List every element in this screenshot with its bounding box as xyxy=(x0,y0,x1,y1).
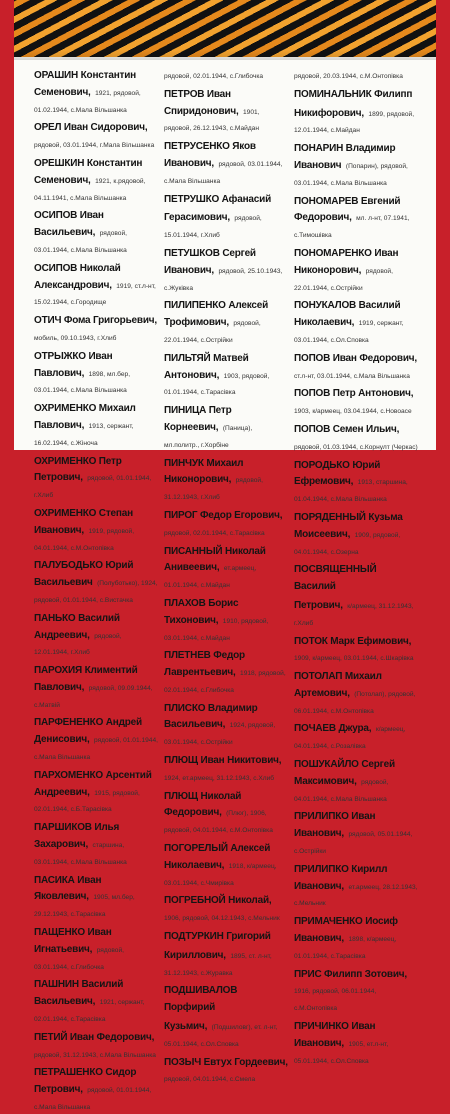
person-name: ПОПОВ Петр Антонович, xyxy=(294,388,414,400)
person-info: 1913, старшина, 01.04.1944, с.Мала Вільшанка xyxy=(294,479,408,504)
list-item xyxy=(294,456,418,506)
person-info: 1901, рядовой, 26.12.1943, с.Майдан xyxy=(164,108,260,133)
person-name: ПЛЕТНЕВ Федор Лаврентьевич, xyxy=(164,650,245,679)
person-name: ПЛЮЩ Николай Федорович, xyxy=(164,790,242,819)
person-info: рядовой, 01.01.1944, с.Мала Вільшанка xyxy=(34,737,158,762)
person-info: 1903, к/армеец, 03.04.1944, с.Новоасе xyxy=(294,408,412,416)
list-item xyxy=(164,946,288,980)
person-name: ПОРОДЬКО Юрий Ефремович, xyxy=(294,459,381,488)
person-name: ПАНЬКО Василий Андреевич, xyxy=(34,612,120,641)
list-item xyxy=(294,85,418,102)
person-info: 1898, к/армеец, 01.01.1944, с.Тарасівка xyxy=(294,936,397,960)
list-item xyxy=(164,244,288,294)
person-name: ПОДТУРКИН Григорий xyxy=(164,931,271,943)
person-info: рядовой, 04.01.1944, с.Мала Вільшанка xyxy=(294,778,389,803)
list-item xyxy=(34,1028,158,1062)
list-item xyxy=(294,104,418,138)
list-item xyxy=(164,506,288,540)
list-item xyxy=(294,860,418,910)
person-name: ПОЗЫЧ Евтух Гордеевич, xyxy=(164,1056,288,1068)
person-info: ет.армеец, 28.12.1943, с.Мельник xyxy=(294,883,418,908)
person-name: ПЛАХОВ Борис Тихонович, xyxy=(164,597,239,626)
person-info: (Подшиловг), ет. л-нт, 05.01.1944, с.Ол.Сповка xyxy=(164,1024,278,1048)
person-name: ПИСАННЫЙ Николай Анивеевич, xyxy=(164,545,266,574)
person-name: ПОГОРЕЛЫЙ Алексей Николаевич, xyxy=(164,843,271,871)
person-info: мл. л-нт, 07.1941, с.Тимошівка xyxy=(294,215,410,240)
person-info: 1919, сержант, 03.01.1944, с.Ол.Сповка xyxy=(294,320,404,344)
list-item xyxy=(34,818,158,868)
ribbon-shadow xyxy=(14,50,436,60)
person-info: 1916, рядовой, 06.01.1944, с.М.Онтопівка xyxy=(294,988,377,1013)
list-item xyxy=(164,190,288,207)
person-info: 1910, рядовой, 03.01.1944, с.Майдан xyxy=(164,617,269,642)
person-info: 1899, рядовой, 12.01.1944, с.Майдан xyxy=(294,110,415,135)
list-item xyxy=(294,192,418,242)
person-info: (Полуботько), 1924, рядовой, 01.01.1944, с.Вистачка xyxy=(34,580,158,604)
list-item xyxy=(34,556,158,606)
list-item xyxy=(294,1017,418,1067)
person-name: ПИНЧУК Михаил Никонорович, xyxy=(164,457,244,486)
list-item xyxy=(34,118,158,152)
list-item xyxy=(294,965,418,1015)
person-info: 1919, рядовой, 04.01.1944, с.М.Онтопівка xyxy=(34,527,135,552)
list-item xyxy=(164,646,288,696)
person-name: ОСИПОВ Николай Александрович, xyxy=(34,262,121,291)
list-item xyxy=(164,699,288,749)
person-name: ПЕТИЙ Иван Федорович, xyxy=(34,1031,155,1043)
list-item xyxy=(164,927,288,944)
person-info: (Плюг), 1906, рядовой, 04.01.1944, с.М.Онтопівка xyxy=(164,810,273,835)
person-info: рядовой, 01.03.1944, с.Корнулт (Черкас) xyxy=(294,443,418,451)
person-name: ОТИЧ Фома Григорьевич, xyxy=(34,315,157,327)
person-info: рядовой, 31.12.1943, с.Мала Вільшанка xyxy=(34,1051,156,1059)
person-name: ПЕТУШКОВ Сергей Иванович, xyxy=(164,247,256,276)
person-name: ПЕТРАШЕНКО Сидор Петрович, xyxy=(34,1067,137,1096)
list-item xyxy=(34,452,158,502)
person-name: ПИНИЦА Петр Корнеевич, xyxy=(164,405,232,433)
person-name: Петрович, xyxy=(294,599,343,611)
list-item xyxy=(294,139,418,189)
person-name: ПОСВЯЩЕННЫЙ Василий xyxy=(294,564,377,593)
list-item xyxy=(34,259,158,309)
person-name: ПОГРЕБНОЙ Николай, xyxy=(164,895,272,907)
person-name: Кириллович, xyxy=(164,949,226,961)
list-item xyxy=(164,296,288,346)
person-info: 1921, сержант, 02.01.1944, с.Тарасівка xyxy=(34,999,145,1024)
person-name: ПОРЯДЕННЫЙ Кузьма Моисеевич, xyxy=(294,511,403,540)
person-name: ПОНОМАРЕНКО Иван Никонорович, xyxy=(294,247,399,276)
list-item xyxy=(294,560,418,594)
list-item xyxy=(294,384,418,418)
list-item xyxy=(34,399,158,449)
list-item xyxy=(164,787,288,837)
person-info: рядовой, 22.01.1944, с.Острійки xyxy=(164,320,261,344)
list-item xyxy=(294,349,418,383)
person-info: 1913, сержант, 16.02.1944, с.Жіноча xyxy=(34,422,134,447)
person-name: ПЛИСКО Владимир Васильевич, xyxy=(164,702,258,731)
names-list xyxy=(34,66,436,1112)
list-item xyxy=(294,755,418,805)
person-info: 1919, ст.л-нт, 15.02.1944, с.Городище xyxy=(34,282,156,307)
list-item xyxy=(164,85,288,135)
list-item xyxy=(164,751,288,785)
list-item xyxy=(34,766,158,816)
person-info: 1898, мл.бер, 03.01.1944, с.Мала Вільшанка xyxy=(34,370,131,395)
list-item xyxy=(294,632,418,666)
list-item xyxy=(294,596,418,630)
list-item xyxy=(34,661,158,711)
person-name: ПЛЮЩ Иван Никитович, xyxy=(164,755,282,767)
person-name: ПЕТРУСЕНКО Яков Иванович, xyxy=(164,141,256,169)
person-name: ПАРШИКОВ Илья Захарович, xyxy=(34,822,120,851)
list-item xyxy=(34,154,158,204)
person-info: 1924, ет.армеец, 31.12.1943, с.Хлиб xyxy=(164,774,275,782)
person-info: рядовой, 09.09.1944, с.Матвій xyxy=(34,684,153,709)
list-item xyxy=(164,208,288,242)
person-info: рядовой, 03.01.1944, с.Мала Вільшанка xyxy=(34,230,127,254)
person-info: 1906, рядовой, 04.12.1943, с.Мельник xyxy=(164,915,280,923)
list-item xyxy=(34,923,158,973)
person-info: 1909, к/армеец, 03.01.1944, с.Шкарівка xyxy=(294,655,414,663)
list-item xyxy=(294,420,418,454)
list-item xyxy=(294,667,418,717)
list-item xyxy=(164,594,288,644)
list-item xyxy=(294,508,418,558)
list-item xyxy=(294,912,418,962)
list-item xyxy=(34,609,158,659)
person-info: рядовой, 03.01.1944, г.Мала Вільшанка xyxy=(34,142,155,150)
list-item xyxy=(164,137,288,187)
person-info: рядовой, 20.03.1944, с.М.Онтопівка xyxy=(294,73,403,80)
person-info: 1903, рядовой, 01.01.1944, с.Тарасівка xyxy=(164,372,270,397)
list-item xyxy=(34,871,158,921)
list-item xyxy=(164,542,288,592)
person-name: ПОНАРИН Владимир Иванович xyxy=(294,143,396,171)
names-column-2 xyxy=(164,66,288,1084)
person-name: ПАРХОМЕНКО Арсентий Андреевич, xyxy=(34,769,152,798)
person-info: к/армеец, 04.01.1944, с.Розалівка xyxy=(294,726,406,751)
list-item xyxy=(164,839,288,889)
list-item xyxy=(34,206,158,256)
person-name: ПИРОГ Федор Егорович, xyxy=(164,509,283,521)
person-name: ПЕТРОВ Иван Спиридонович, xyxy=(164,88,239,117)
person-name: ПИЛЬТЯЙ Матвей Антонович, xyxy=(164,352,249,381)
person-name: ПОНОМАРЕВ Евгений Федорович, xyxy=(294,195,401,224)
person-info: рядовой, 03.01.1944, с.Глибочка xyxy=(34,946,124,971)
person-info: 1918, к/армеец, 03.01.1944, с.Чмирівка xyxy=(164,862,277,887)
person-info: к/армеец, 31.12.1943, г.Хлиб xyxy=(294,602,414,627)
person-info: рядовой, 02.01.1944, с.Глибочка xyxy=(164,73,264,80)
person-name: ПОМИНАЛЬНИК Филипп xyxy=(294,88,413,100)
person-info: рядовой, 15.01.1944, г.Хлиб xyxy=(164,215,262,240)
list-item xyxy=(34,66,158,116)
person-name: ПРИЛИПКО Кирилл Иванович, xyxy=(294,863,388,892)
person-info: рядовой, 01.01.1944, г.Хлиб xyxy=(34,475,152,500)
person-info: рядовой, 01.01.1944, с.Мала Вільшанка xyxy=(34,1087,152,1112)
person-info: рядовой, 04.01.1944, с.Смела xyxy=(164,1076,256,1084)
person-info: рядовой, 22.01.1944, с.Острійки xyxy=(294,267,393,292)
person-name: ОТРЫЖКО Иван Павлович, xyxy=(34,350,113,379)
person-name: ПАРФЕНЕНКО Андрей Денисович, xyxy=(34,717,142,746)
names-column-1 xyxy=(34,66,158,1112)
list-item xyxy=(294,719,418,753)
person-name: ПАСИКА Иван Яковлевич, xyxy=(34,874,102,903)
person-name: Кузьмич, xyxy=(164,1021,208,1033)
list-item xyxy=(164,66,288,83)
person-name: ПОТОК Марк Ефимович, xyxy=(294,635,412,647)
person-info: 1905, ет.л-нт, 05.01.1944, с.Ол.Сповка xyxy=(294,1040,389,1065)
person-name: ПАРОХИЯ Климентий Павлович, xyxy=(34,665,138,693)
person-info: рядовой, 31.12.1943, г.Хлиб xyxy=(164,477,263,502)
person-info: 1905, мл.бер, 29.12.1943, с.Тарасівка xyxy=(34,894,135,919)
person-info: 1909, рядовой, 04.01.1944, с.Озерна xyxy=(294,531,401,556)
person-name: ПАШНИН Василий Васильевич, xyxy=(34,979,124,1008)
person-info: рядовой, 05.01.1944, с.Острійки xyxy=(294,831,413,856)
list-item xyxy=(164,1053,288,1087)
person-name: ПРИЛИПКО Иван Иванович, xyxy=(294,811,376,840)
person-name: ОРЕШКИН Константин Семенович, xyxy=(34,157,143,186)
person-name: ПАЩЕНКО Иван Игнатьевич, xyxy=(34,927,112,955)
list-item xyxy=(34,504,158,554)
list-item xyxy=(164,1017,288,1051)
list-item xyxy=(34,713,158,763)
memorial-page-sheet xyxy=(14,0,436,1112)
person-name: ПРИМАЧЕНКО Иосиф Иванович, xyxy=(294,916,398,945)
person-name: ПЕТРУШКО Афанасий xyxy=(164,193,272,205)
list-item xyxy=(164,401,288,451)
list-item xyxy=(164,891,288,925)
person-info: старшина, 03.01.1944, с.Мала Вільшанка xyxy=(34,842,127,866)
list-item xyxy=(164,454,288,504)
person-info: (Паница), мл.политр., г.Хорбіне xyxy=(164,424,253,449)
list-item xyxy=(34,347,158,397)
person-info: рядовой, 02.01.1944, с.Тарасівка xyxy=(164,529,265,537)
person-info: рядовой, 03.01.1944, с.Мала Вільшанка xyxy=(164,160,283,185)
list-item xyxy=(294,66,418,83)
person-name: ОХРИМЕНКО Степан Иванович, xyxy=(34,507,133,536)
list-item xyxy=(294,807,418,857)
person-name: ПИЛИПЕНКО Алексей Трофимович, xyxy=(164,300,269,329)
list-item xyxy=(34,311,158,345)
person-name: Никифорович, xyxy=(294,107,364,119)
list-item xyxy=(164,981,288,1015)
list-item xyxy=(294,244,418,294)
person-info: 1924, рядовой, 03.01.1944, с.Острійки xyxy=(164,722,276,747)
person-name: Герасимович, xyxy=(164,212,230,224)
person-name: ОХРИМЕНКО Петр Петрович, xyxy=(34,455,122,484)
person-name: ПРИС Филипп Зотович, xyxy=(294,968,407,980)
person-name: ПОШУКАЙЛО Сергей Максимович, xyxy=(294,759,395,787)
list-item xyxy=(34,1063,158,1113)
list-item xyxy=(294,296,418,346)
person-name: ПОНУКАЛОВ Василий Николаевич, xyxy=(294,300,401,329)
person-info: ет.армеец, 01.01.1944, с.Майдан xyxy=(164,565,257,590)
person-name: ПОПОВ Семен Ильич, xyxy=(294,423,400,435)
person-name: ОСИПОВ Иван Васильевич, xyxy=(34,210,104,239)
person-info: мобиль, 09.10.1943, г.Хлиб xyxy=(34,334,117,342)
person-name: ПОЧАЕВ Джура, xyxy=(294,723,372,735)
list-item xyxy=(34,975,158,1025)
person-name: ПОТОЛАП Михаил Артемович, xyxy=(294,671,382,699)
person-name: ПАЛУБОДЬКО Юрий Васильевич xyxy=(34,560,134,589)
person-name: ПРИЧИНКО Иван Иванович, xyxy=(294,1021,376,1049)
person-info: 1915, рядовой, 02.01.1944, с.Б.Тарасівка xyxy=(34,789,140,814)
person-name: ОРЕЛ Иван Сидорович, xyxy=(34,122,148,134)
person-name: ПОПОВ Иван Федорович, xyxy=(294,352,417,364)
person-info: рядовой, 25.10.1943, с.Жуківка xyxy=(164,267,283,292)
person-info: 1918, рядовой, 02.01.1944, с.Глибочка xyxy=(164,670,286,694)
person-info: (Попарин), рядовой, 03.01.1944, с.Мала Вільшанка xyxy=(294,162,408,187)
person-name: ОХРИМЕНКО Михаил Павлович, xyxy=(34,403,136,431)
person-info: 1921, к.рядовой, 04.11.1941, с.Мала Вільшанка xyxy=(34,177,146,202)
list-item xyxy=(164,349,288,399)
person-info: (Потолап), рядовой, 06.01.1944, с.М.Онтопівка xyxy=(294,690,416,715)
person-info: 1895, ст. л-нт, 31.12.1943, с.Журавка xyxy=(164,952,272,977)
names-column-3 xyxy=(294,66,418,1065)
person-name: ПОДШИВАЛОВ Порфирий xyxy=(164,985,238,1014)
person-info: рядовой, 12.01.1944, г.Хлиб xyxy=(34,632,122,657)
person-info: 1921, рядовой, 01.02.1944, с.Мала Вільшанка xyxy=(34,89,141,114)
person-info: ст.л-нт, 03.01.1944, с.Мала Вільшанка xyxy=(294,372,410,380)
person-name: ОРАШИН Константин Семенович, xyxy=(34,70,137,98)
